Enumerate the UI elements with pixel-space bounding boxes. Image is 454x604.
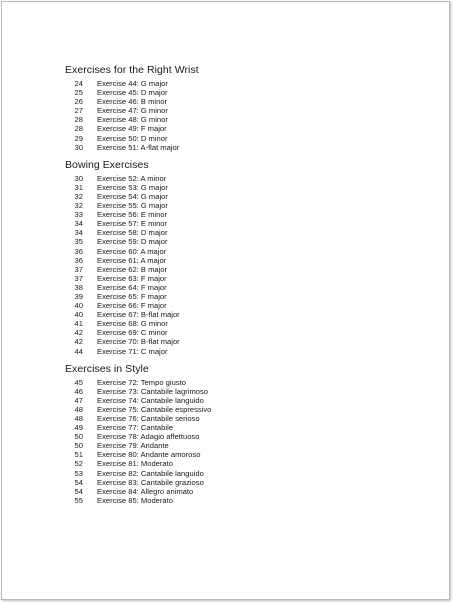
toc-entry <box>65 124 405 133</box>
page-number: 55 <box>74 495 83 505</box>
toc-entry <box>65 487 405 496</box>
exercise-title: Exercise 54: G major <box>97 191 168 201</box>
page-number: 50 <box>74 432 83 442</box>
toc-entry-list <box>65 79 405 152</box>
exercise-title: Exercise 70: B-flat major <box>97 337 180 347</box>
toc-entry <box>65 347 405 356</box>
toc-section <box>65 64 405 152</box>
exercise-title: Exercise 57: E minor <box>97 219 168 229</box>
exercise-title: Exercise 62: B major <box>97 264 168 274</box>
exercise-title: Exercise 78: Adagio affettuoso <box>97 432 200 442</box>
page-number: 32 <box>74 201 83 211</box>
page-number: 35 <box>74 237 83 247</box>
page-number: 25 <box>74 88 83 98</box>
page-number: 44 <box>74 346 83 356</box>
exercise-title: Exercise 80: Andante amoroso <box>97 450 201 460</box>
toc-entry <box>65 283 405 292</box>
toc-entry <box>65 201 405 210</box>
page-number: 49 <box>74 423 83 433</box>
page-number: 40 <box>74 310 83 320</box>
exercise-title: Exercise 55: G major <box>97 201 168 211</box>
section-heading: Exercises in Style <box>65 362 149 375</box>
exercise-title: Exercise 59: D major <box>97 237 168 247</box>
page-number: 47 <box>74 395 83 405</box>
exercise-title: Exercise 83: Cantabile grazioso <box>97 477 204 487</box>
toc-entry <box>65 396 405 405</box>
toc-entry <box>65 423 405 432</box>
section-heading: Exercises for the Right Wrist <box>65 64 199 76</box>
toc-entry <box>65 441 405 450</box>
toc-entry <box>65 292 405 301</box>
page-number: 29 <box>74 133 83 143</box>
toc-entry <box>65 337 405 346</box>
toc-entry <box>65 450 405 459</box>
exercise-title: Exercise 81: Moderato <box>97 459 173 469</box>
page-number: 28 <box>74 124 83 134</box>
toc-entry <box>65 219 405 228</box>
page-number: 53 <box>74 468 83 478</box>
exercise-title: Exercise 53: G major <box>97 182 168 192</box>
exercise-title: Exercise 44: G major <box>97 79 168 88</box>
page-number: 24 <box>74 79 83 88</box>
toc-section <box>65 159 405 356</box>
page-number: 36 <box>74 246 83 256</box>
exercise-title: Exercise 79: Andante <box>97 441 169 451</box>
exercise-title: Exercise 52: A minor <box>97 173 167 183</box>
page-number: 54 <box>74 477 83 487</box>
toc-entry <box>65 387 405 396</box>
exercise-title: Exercise 84: Allegro animato <box>97 486 194 496</box>
exercise-title: Exercise 48: G minor <box>97 115 168 125</box>
exercise-title: Exercise 82: Cantabile languido <box>97 468 204 478</box>
exercise-title: Exercise 47: G minor <box>97 106 168 116</box>
exercise-title: Exercise 68: G minor <box>97 319 168 329</box>
page-number: 45 <box>74 377 83 387</box>
toc-entry <box>65 237 405 246</box>
toc-entry <box>65 134 405 143</box>
table-of-contents <box>65 64 405 505</box>
page-number: 34 <box>74 219 83 229</box>
page-number: 30 <box>74 142 83 152</box>
toc-entry <box>65 265 405 274</box>
toc-entry <box>65 301 405 310</box>
exercise-title: Exercise 71: C major <box>97 346 168 356</box>
exercise-title: Exercise 51: A-flat major <box>97 142 180 152</box>
exercise-title: Exercise 49: F major <box>97 124 167 134</box>
section-heading: Bowing Exercises <box>65 158 149 171</box>
toc-entry <box>65 97 405 106</box>
page-number: 52 <box>74 459 83 469</box>
page-number: 27 <box>74 106 83 116</box>
page-number: 38 <box>74 282 83 292</box>
exercise-title: Exercise 75: Cantabile espressivo <box>97 404 212 414</box>
toc-entry <box>65 310 405 319</box>
document-page <box>1 1 450 600</box>
page-number: 31 <box>74 182 83 192</box>
exercise-title: Exercise 60: A major <box>97 246 167 256</box>
page-number: 28 <box>74 115 83 125</box>
exercise-title: Exercise 46: B minor <box>97 97 168 107</box>
toc-entry <box>65 496 405 505</box>
toc-entry <box>65 319 405 328</box>
toc-entry <box>65 183 405 192</box>
page-number: 36 <box>74 255 83 265</box>
page-number: 26 <box>74 97 83 107</box>
exercise-title: Exercise 67: B-flat major <box>97 310 180 320</box>
page-number: 42 <box>74 337 83 347</box>
toc-entry <box>65 79 405 88</box>
toc-entry <box>65 328 405 337</box>
toc-entry-list <box>65 378 405 505</box>
toc-entry <box>65 174 405 183</box>
toc-entry <box>65 228 405 237</box>
page-number: 54 <box>74 486 83 496</box>
exercise-title: Exercise 72: Tempo giusto <box>97 377 186 387</box>
exercise-title: Exercise 58: D major <box>97 228 168 238</box>
page-number: 34 <box>74 228 83 238</box>
page-number: 33 <box>74 210 83 220</box>
exercise-title: Exercise 50: D minor <box>97 133 168 143</box>
toc-entry <box>65 210 405 219</box>
exercise-title: Exercise 45: D major <box>97 88 168 98</box>
exercise-title: Exercise 77: Cantabile <box>97 423 173 433</box>
toc-entry <box>65 459 405 468</box>
page-number: 32 <box>74 191 83 201</box>
exercise-title: Exercise 64: F major <box>97 282 167 292</box>
toc-entry <box>65 478 405 487</box>
page-number: 37 <box>74 264 83 274</box>
page-number: 50 <box>74 441 83 451</box>
toc-entry <box>65 256 405 265</box>
toc-entry <box>65 106 405 115</box>
exercise-title: Exercise 73: Cantabile lagrimoso <box>97 386 209 396</box>
page-number: 30 <box>74 173 83 183</box>
page-number: 42 <box>74 328 83 338</box>
toc-entry <box>65 143 405 152</box>
toc-entry-list <box>65 174 405 356</box>
exercise-title: Exercise 61: A major <box>97 255 167 265</box>
exercise-title: Exercise 85: Moderato <box>97 495 173 505</box>
toc-entry <box>65 274 405 283</box>
exercise-title: Exercise 74: Cantabile languido <box>97 395 204 405</box>
page-number: 37 <box>74 273 83 283</box>
exercise-title: Exercise 63: F major <box>97 273 167 283</box>
toc-entry <box>65 88 405 97</box>
toc-entry <box>65 432 405 441</box>
exercise-title: Exercise 56: E minor <box>97 210 168 220</box>
toc-entry <box>65 469 405 478</box>
page-number: 40 <box>74 301 83 311</box>
toc-section <box>65 363 405 505</box>
toc-entry <box>65 115 405 124</box>
exercise-title: Exercise 69: C minor <box>97 328 168 338</box>
page-number: 48 <box>74 404 83 414</box>
exercise-title: Exercise 66: F major <box>97 301 167 311</box>
toc-entry <box>65 192 405 201</box>
toc-entry <box>65 414 405 423</box>
toc-entry <box>65 247 405 256</box>
toc-entry <box>65 378 405 387</box>
page-number: 51 <box>74 450 83 460</box>
page-number: 48 <box>74 414 83 423</box>
toc-entry <box>65 405 405 414</box>
page-number: 41 <box>74 319 83 329</box>
exercise-title: Exercise 76: Cantabile serioso <box>97 414 200 423</box>
page-number: 39 <box>74 291 83 301</box>
exercise-title: Exercise 65: F major <box>97 291 167 301</box>
page-number: 46 <box>74 386 83 396</box>
